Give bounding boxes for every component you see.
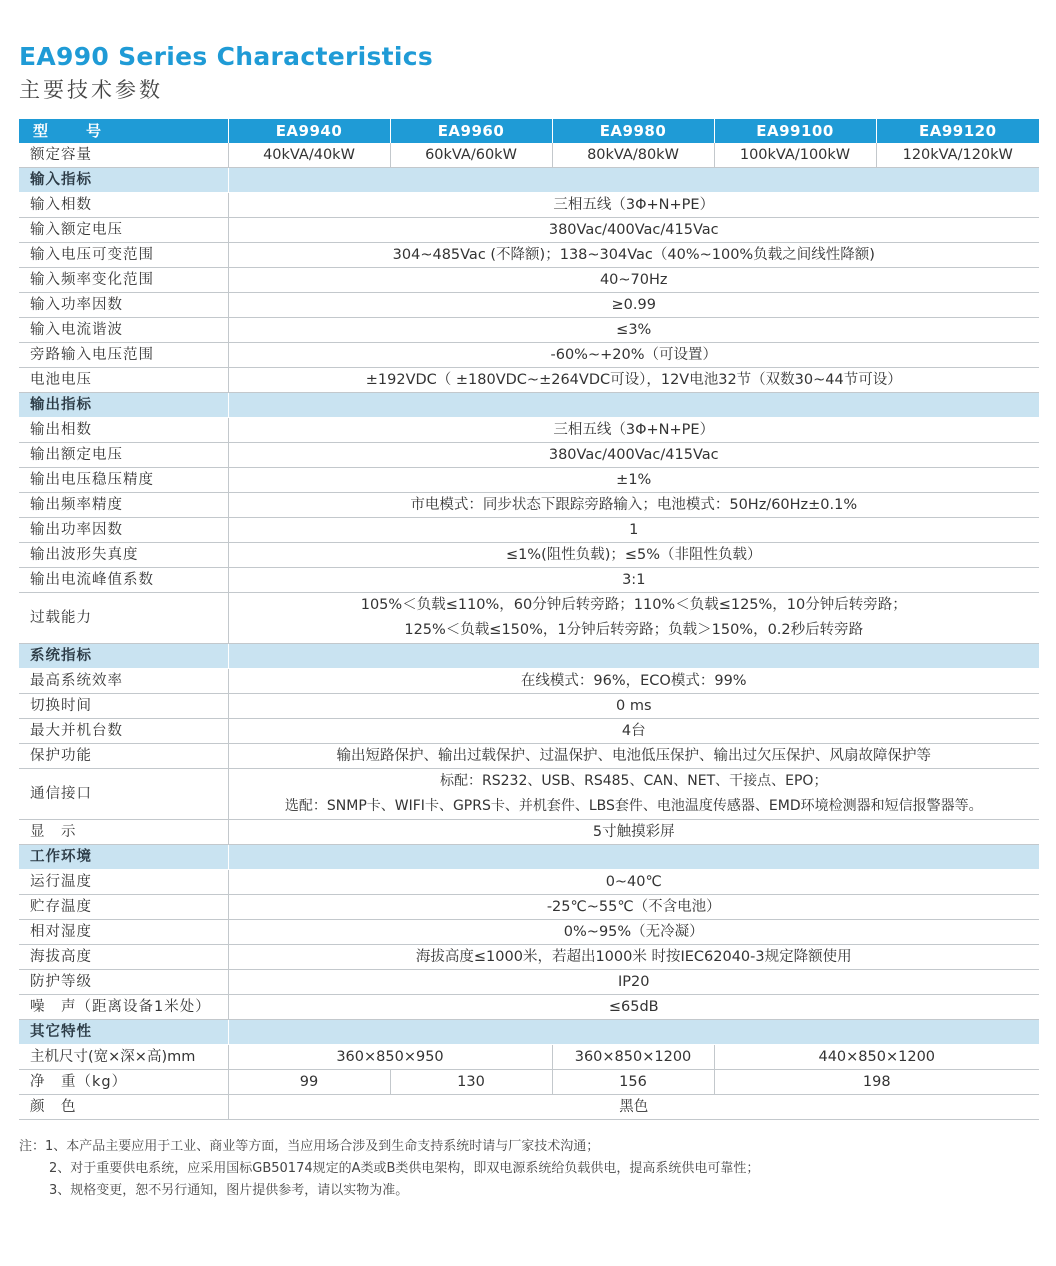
model-header-cell: EA9960 xyxy=(390,119,552,143)
row-label: 输入功率因数 xyxy=(19,293,228,318)
capacity-cell: 40kVA/40kW xyxy=(228,143,390,168)
table-row xyxy=(19,193,1039,218)
table-row xyxy=(19,719,1039,744)
table-row xyxy=(19,1070,1039,1095)
table-row xyxy=(19,318,1039,343)
row-value: 304~485Vac (不降额)；138~304Vac（40%~100%负载之间线性降额) xyxy=(228,243,1039,268)
row-value: 1 xyxy=(228,518,1039,543)
note-item: 注：1、本产品主要应用于工业、商业等方面，当应用场合涉及到生命支持系统时请与厂家技术沟通； xyxy=(19,1139,600,1154)
table-row xyxy=(19,268,1039,293)
row-label: 最大并机台数 xyxy=(19,719,228,744)
table-row xyxy=(19,468,1039,493)
table-row xyxy=(19,1045,1039,1070)
page-subtitle: 主要技术参数 xyxy=(19,78,163,102)
section-title: 工作环境 xyxy=(19,845,228,870)
table-row xyxy=(19,243,1039,268)
row-label: 输入额定电压 xyxy=(19,218,228,243)
row-value: 在线模式：96%，ECO模式：99% xyxy=(228,669,1039,694)
overload-line: 105%＜负载≤110%，60分钟后转旁路；110%＜负载≤125%，10分钟后转旁路； xyxy=(360,597,907,613)
row-label: 输出电压稳压精度 xyxy=(19,468,228,493)
row-value: 市电模式：同步状态下跟踪旁路输入；电池模式：50Hz/60Hz±0.1% xyxy=(228,493,1039,518)
row-label: 额定容量 xyxy=(19,143,228,168)
section-title: 输入指标 xyxy=(19,168,228,193)
table-row xyxy=(19,543,1039,568)
weight-cell: 156 xyxy=(552,1070,714,1095)
model-header-label: 型 号 xyxy=(19,119,228,143)
row-value: 380Vac/400Vac/415Vac xyxy=(228,443,1039,468)
row-value: ≤65dB xyxy=(228,995,1039,1020)
section-header-row xyxy=(19,1020,1039,1045)
row-label: 噪 声（距离设备1米处） xyxy=(19,995,228,1020)
table-row xyxy=(19,568,1039,593)
row-value: 黑色 xyxy=(228,1095,1039,1120)
row-label: 旁路输入电压范围 xyxy=(19,343,228,368)
model-header-cell: EA99120 xyxy=(876,119,1039,143)
table-row xyxy=(19,593,1039,644)
row-label: 输入相数 xyxy=(19,193,228,218)
model-header-cell: EA9980 xyxy=(552,119,714,143)
row-label: 输出频率精度 xyxy=(19,493,228,518)
row-label: 防护等级 xyxy=(19,970,228,995)
table-row xyxy=(19,293,1039,318)
row-value: 40~70Hz xyxy=(228,268,1039,293)
model-header-cell: EA99100 xyxy=(714,119,876,143)
page-title: EA990 Series Characteristics xyxy=(19,42,434,71)
row-label: 电池电压 xyxy=(19,368,228,393)
row-label: 输入电压可变范围 xyxy=(19,243,228,268)
weight-cell: 130 xyxy=(390,1070,552,1095)
note-item: 3、规格变更，恕不另行通知，图片提供参考，请以实物为准。 xyxy=(49,1183,409,1198)
section-header-row xyxy=(19,168,1039,193)
row-value: ±192VDC（ ±180VDC~±264VDC可设），12V电池32节（双数30~44节可设） xyxy=(228,368,1039,393)
capacity-cell: 120kVA/120kW xyxy=(876,143,1039,168)
row-label: 输入电流谐波 xyxy=(19,318,228,343)
row-value: 三相五线（3Φ+N+PE） xyxy=(228,193,1039,218)
row-label: 过载能力 xyxy=(19,593,228,644)
notes xyxy=(19,1136,759,1202)
row-value: -60%~+20%（可设置） xyxy=(228,343,1039,368)
row-value: ≤3% xyxy=(228,318,1039,343)
row-value: ≤1%(阻性负载)；≤5%（非阻性负载） xyxy=(228,543,1039,568)
row-label: 输出波形失真度 xyxy=(19,543,228,568)
row-value: 0%~95%（无冷凝） xyxy=(228,920,1039,945)
row-value: IP20 xyxy=(228,970,1039,995)
row-label: 颜 色 xyxy=(19,1095,228,1120)
row-label: 净 重（kg） xyxy=(19,1070,228,1095)
row-label: 显 示 xyxy=(19,820,228,845)
row-label: 保护功能 xyxy=(19,744,228,769)
row-label: 输出额定电压 xyxy=(19,443,228,468)
row-label: 输出相数 xyxy=(19,418,228,443)
row-label: 切换时间 xyxy=(19,694,228,719)
row-label: 海拔高度 xyxy=(19,945,228,970)
table-row xyxy=(19,443,1039,468)
note-item: 2、对于重要供电系统，应采用国标GB50174规定的A类或B类供电架构，即双电源系统给负载供电，提高系统供电可靠性； xyxy=(49,1161,760,1176)
capacity-cell: 60kVA/60kW xyxy=(390,143,552,168)
row-label: 输出功率因数 xyxy=(19,518,228,543)
comm-value xyxy=(228,769,1039,820)
weight-cell: 99 xyxy=(228,1070,390,1095)
table-row xyxy=(19,895,1039,920)
comm-line: 标配：RS232、USB、RS485、CAN、NET、干接点、EPO； xyxy=(440,773,828,789)
table-row xyxy=(19,995,1039,1020)
section-title: 系统指标 xyxy=(19,644,228,669)
table-row xyxy=(19,694,1039,719)
row-label: 相对湿度 xyxy=(19,920,228,945)
row-value: 输出短路保护、输出过载保护、过温保护、电池低压保护、输出过欠压保护、风扇故障保护等 xyxy=(228,744,1039,769)
row-value: ±1% xyxy=(228,468,1039,493)
table-row xyxy=(19,368,1039,393)
table-header-row xyxy=(19,119,1039,143)
note-prefix: 注： xyxy=(19,1139,46,1154)
row-value: 三相五线（3Φ+N+PE） xyxy=(228,418,1039,443)
row-value: 380Vac/400Vac/415Vac xyxy=(228,218,1039,243)
table-row xyxy=(19,769,1039,820)
row-label: 输出电流峰值系数 xyxy=(19,568,228,593)
dims-cell: 440×850×1200 xyxy=(714,1045,1039,1070)
comm-line: 选配：SNMP卡、WIFI卡、GPRS卡、并机套件、LBS套件、电池温度传感器、EMD环境检测器和短信报警器等。 xyxy=(284,798,983,814)
section-title: 其它特性 xyxy=(19,1020,228,1045)
overload-value xyxy=(228,593,1039,644)
table-row xyxy=(19,970,1039,995)
weight-cell: 198 xyxy=(714,1070,1039,1095)
model-header-cell: EA9940 xyxy=(228,119,390,143)
row-label: 输入频率变化范围 xyxy=(19,268,228,293)
section-title: 输出指标 xyxy=(19,393,228,418)
table-row xyxy=(19,744,1039,769)
section-header-row xyxy=(19,845,1039,870)
row-value: 5寸触摸彩屏 xyxy=(228,820,1039,845)
row-value: ≥0.99 xyxy=(228,293,1039,318)
dims-cell: 360×850×1200 xyxy=(552,1045,714,1070)
spec-table xyxy=(19,119,1039,1120)
dims-cell: 360×850×950 xyxy=(228,1045,552,1070)
table-row xyxy=(19,143,1039,168)
row-label: 运行温度 xyxy=(19,870,228,895)
table-row xyxy=(19,518,1039,543)
row-label: 主机尺寸(宽×深×高)mm xyxy=(19,1045,228,1070)
row-value: 3:1 xyxy=(228,568,1039,593)
row-value: -25℃~55℃（不含电池） xyxy=(228,895,1039,920)
section-header-row xyxy=(19,644,1039,669)
row-value: 4台 xyxy=(228,719,1039,744)
table-row xyxy=(19,669,1039,694)
capacity-cell: 100kVA/100kW xyxy=(714,143,876,168)
table-row xyxy=(19,945,1039,970)
capacity-cell: 80kVA/80kW xyxy=(552,143,714,168)
section-header-row xyxy=(19,393,1039,418)
row-label: 最高系统效率 xyxy=(19,669,228,694)
row-label: 通信接口 xyxy=(19,769,228,820)
table-row xyxy=(19,1095,1039,1120)
table-row xyxy=(19,820,1039,845)
row-value: 海拔高度≤1000米，若超出1000米 时按IEC62040-3规定降额使用 xyxy=(228,945,1039,970)
row-value: 0~40℃ xyxy=(228,870,1039,895)
row-label: 贮存温度 xyxy=(19,895,228,920)
table-row xyxy=(19,343,1039,368)
table-row xyxy=(19,920,1039,945)
table-row xyxy=(19,493,1039,518)
overload-line: 125%＜负载≤150%，1分钟后转旁路；负载＞150%，0.2秒后转旁路 xyxy=(404,622,864,638)
row-value: 0 ms xyxy=(228,694,1039,719)
table-row xyxy=(19,870,1039,895)
table-row xyxy=(19,218,1039,243)
table-row xyxy=(19,418,1039,443)
